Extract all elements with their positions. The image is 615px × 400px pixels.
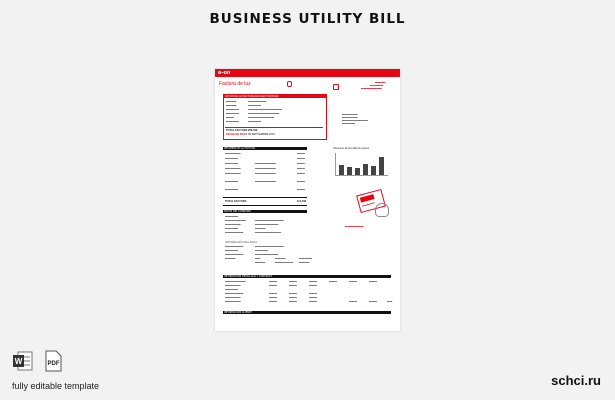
chart-title: Consumo de los últimos meses	[333, 147, 370, 150]
summary-total-label: TOTAL FACTURA	[225, 200, 247, 203]
word-icon	[12, 350, 34, 372]
sticker-caption: ▬▬▬▬▬▬▬	[345, 225, 364, 228]
invoice-data-header: DATOS DE LA FACTURA DE ELECTRICIDAD	[223, 94, 326, 98]
detail-header: INFORMACIÓN DETALLADA Y CONTRATO	[223, 275, 391, 278]
phone-icon	[333, 84, 339, 90]
chart-bar	[347, 167, 352, 175]
brand-logo: e-on	[218, 70, 231, 76]
site-label: schci.ru	[551, 373, 601, 388]
consumption-chart	[335, 153, 388, 176]
summary-header: RESUMEN DE LA FACTURA	[223, 147, 307, 150]
bulb-icon	[287, 81, 292, 87]
summary-total-value: 111,79€	[297, 200, 307, 203]
bill-title: Factura de luz	[219, 81, 251, 87]
page-heading: BUSINESS UTILITY BILL	[209, 11, 406, 27]
svg-text:PDF: PDF	[47, 361, 60, 367]
total-value: 206,79€	[248, 129, 258, 132]
due-label: FECHA DE PAGO	[226, 133, 248, 136]
promo-sticker: ▬▬▬▬▬	[356, 189, 386, 213]
contact-line-1: ▬▬▬▬	[375, 81, 386, 84]
illustration-figure	[375, 203, 389, 217]
chart-bar	[355, 168, 360, 175]
contact-line-2: ▬▬▬▬▬	[370, 84, 383, 87]
svg-text:W: W	[14, 357, 23, 366]
bill-document: e-on Factura de luz ▬▬▬▬ ▬▬▬▬▬ ▬▬▬▬▬▬▬▬ DATOS DE LA FACTURA DE ELECTRICIDAD ▬▬▬▬ ▬▬▬▬▬▬▬ ▬▬▬▬ ▬▬▬▬▬ ▬▬▬▬▬ ▬▬▬▬▬▬▬▬▬▬▬▬▬ ▬▬▬▬▬ ▬▬▬▬▬▬▬▬▬▬▬▬ ▬▬▬ ▬▬▬▬▬▬▬▬▬▬ ▬▬▬▬▬ ▬▬▬▬▬ TOTAL FACTURA 206,79€ FECHA DE PAGO 08 SEPTIEMBRE 2023 ▬▬▬▬▬▬ ▬▬▬▬▬▬ ▬▬▬▬▬▬▬▬▬▬ ▬▬▬▬▬ RESUMEN DE LA FACTURA ▬▬▬▬▬▬ ▬▬▬ ▬▬▬▬▬ ▬▬▬ ▬▬▬▬▬ ▬▬▬▬▬▬▬▬ ▬▬▬ ▬▬▬▬▬▬ ▬▬▬▬▬▬▬▬ ▬▬▬ ▬▬▬▬▬▬ ▬▬▬▬▬▬▬▬ ▬▬▬ ▬▬▬▬▬ ▬▬▬▬▬▬▬▬ ▬▬▬ ▬▬▬▬▬ ▬▬▬ TOTAL FACTURA 111,79€ Consumo de los últimos meses ▬▬▬▬▬ DATOS DEL CONSUMO ▬▬▬▬▬ ▬▬▬▬▬▬▬▬ ▬▬▬▬▬▬▬▬▬▬▬ ▬▬▬▬▬▬ ▬▬▬▬▬▬▬▬▬ ▬▬▬▬▬ ▬▬▬▬ ▬▬▬▬▬▬▬ ▬▬▬▬▬▬▬▬▬▬ ▬▬▬▬▬▬▬ INFORMACIÓN DEL PAGO ▬▬▬▬▬▬▬ ▬▬▬▬▬▬▬▬▬▬▬ ▬▬▬▬▬ ▬▬▬▬▬ ▬▬▬▬▬▬▬ ▬▬▬▬▬▬▬▬▬ ▬▬▬▬ ▬▬ ▬▬▬▬ ▬▬▬▬▬ ▬▬▬▬ ▬▬▬▬▬▬▬ ▬▬▬▬ INFORMACIÓN DETALLADA Y CONTRATO ▬▬▬▬▬▬▬▬ ▬▬▬ ▬▬▬ ▬▬▬ ▬▬▬ ▬▬▬ ▬▬▬ ▬▬▬▬▬▬ ▬▬▬ ▬▬▬ ▬▬▬ ▬▬▬▬▬ ▬▬▬▬▬▬▬ ▬▬▬ ▬▬▬ ▬▬▬ ▬▬▬▬▬▬ ▬▬▬ ▬▬▬ ▬▬▬ ▬▬▬▬▬▬ ▬▬▬ ▬▬▬ ▬▬▬ ▬▬▬ ▬▬▬ ▬▬ INFORMACIÓN CLIENTE	[215, 69, 400, 331]
due-value: 08 SEPTIEMBRE 2023	[248, 133, 275, 136]
chart-bar	[371, 166, 376, 175]
chart-bar	[339, 165, 344, 175]
footer-caption: fully editable template	[12, 381, 100, 391]
client-info-header: INFORMACIÓN CLIENTE	[223, 311, 391, 314]
contact-line-3: ▬▬▬▬▬▬▬▬	[361, 87, 382, 90]
pdf-icon	[42, 350, 64, 372]
chart-bar	[363, 164, 368, 175]
chart-bar	[379, 157, 384, 175]
consumption-header: DATOS DEL CONSUMO	[223, 210, 307, 213]
total-label: TOTAL FACTURA	[226, 129, 248, 132]
bill-header-bar	[215, 69, 400, 77]
